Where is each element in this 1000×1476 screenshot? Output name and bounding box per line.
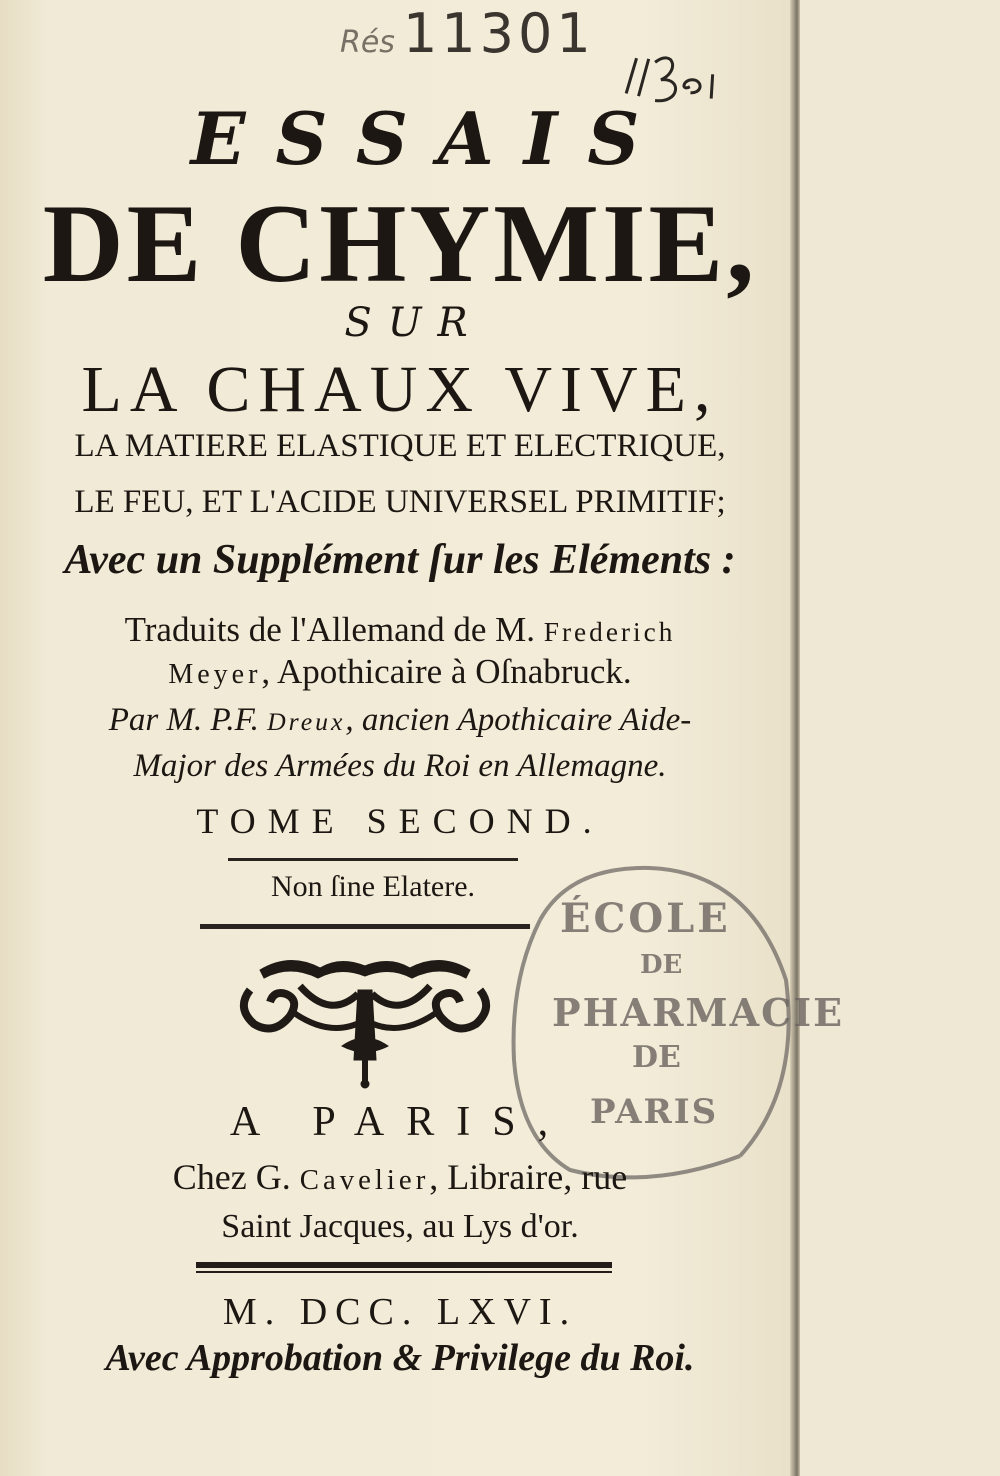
translator-role: , ancien Apothicaire Aide- [345,702,692,738]
imprint-address-1: , Libraire, rue [429,1157,628,1197]
stamp-line-de-1: DE [640,950,683,980]
title-line-essais: ESSAIS [190,96,670,181]
imprint-rule-thin [196,1271,612,1273]
title-line-supplement: Avec un Supplément ſur les Eléments : [64,537,736,583]
publication-date: M. DCC. LXVI. [222,1291,578,1333]
imprint-city: A PARIS, [229,1099,571,1145]
title-line-sur: SUR [344,300,484,346]
printer-ornament-icon [230,950,500,1090]
shelfmark-number: 11301 [402,2,595,65]
stamp-line-ecole: ÉCOLE [560,895,731,942]
library-shelfmark [340,2,595,65]
stamp-line-pharmacie: PHARMACIE [552,990,845,1035]
stamp-line-paris: PARIS [590,1092,719,1132]
translation-line-1 [0,610,800,650]
translation-text: Traduits de l'Allemand de M. [124,610,544,649]
author-surname: Meyer [168,659,262,690]
imprint-line-1 [0,1156,800,1198]
imprint-line-2: Saint Jacques, au Lys d'or. [221,1208,579,1245]
imprint-prefix: Chez G. [172,1157,300,1197]
translation-line-2 [0,652,800,692]
publisher-name: Cavelier [299,1164,430,1196]
translator-prefix: Par M. P.F. [108,702,268,738]
approbation-line: Avec Approbation & Privilege du Roi. [105,1337,695,1379]
title-line-matiere: LA MATIERE ELASTIQUE ET ELECTRIQUE, [74,428,726,464]
motto-bottom-rule [200,924,530,929]
translator-surname: Dreux [267,707,346,736]
author-profession: , Apothicaire à Oſnabruck. [261,652,632,691]
translator-line-2: Major des Armées du Roi en Allemagne. [133,748,667,784]
motto-top-rule [228,858,518,861]
translator-line-1 [0,702,800,739]
stamp-line-de-2: DE [632,1040,681,1075]
imprint-rule-thick [196,1262,612,1268]
volume-label: TOME SECOND. [196,801,604,841]
shelfmark-prefix: Rés [340,25,395,60]
title-line-feu: LE FEU, ET L'ACIDE UNIVERSEL PRIMITIF; [74,484,726,520]
motto-text: Non ſine Elatere. [270,870,476,903]
author-first-name: Frederich [543,617,676,647]
title-line-de-chymie: DE CHYMIE, [42,182,758,306]
title-line-chaux-vive: LA CHAUX VIVE, [81,353,719,426]
